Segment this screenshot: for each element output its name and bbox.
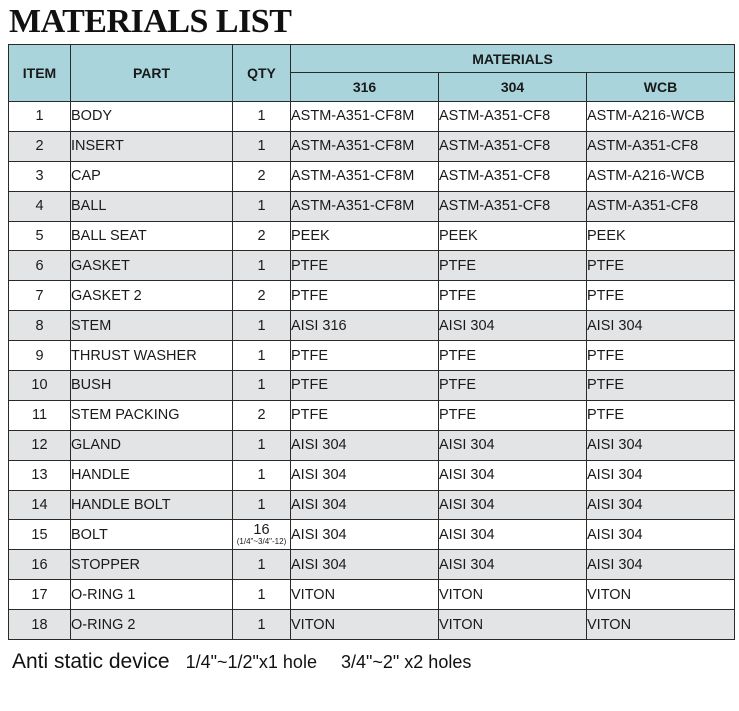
material-304-cell: AISI 304	[439, 490, 587, 520]
item-cell: 10	[9, 371, 71, 401]
material-316-cell: AISI 304	[291, 430, 439, 460]
material-316-cell: PTFE	[291, 281, 439, 311]
qty-cell: 1	[233, 580, 291, 610]
material-wcb-cell: VITON	[587, 580, 735, 610]
table-row	[9, 520, 735, 550]
table-row	[9, 221, 735, 251]
qty-cell	[233, 520, 291, 550]
table-row	[9, 102, 735, 132]
item-cell: 15	[9, 520, 71, 550]
qty-cell: 1	[233, 102, 291, 132]
qty-cell: 1	[233, 430, 291, 460]
item-cell: 9	[9, 341, 71, 371]
material-304-cell: AISI 304	[439, 520, 587, 550]
qty-cell: 1	[233, 191, 291, 221]
item-cell: 3	[9, 161, 71, 191]
material-304-cell: PTFE	[439, 341, 587, 371]
item-cell: 7	[9, 281, 71, 311]
material-316-cell: VITON	[291, 610, 439, 640]
part-cell: HANDLE BOLT	[71, 490, 233, 520]
header-grade-304: 304	[439, 73, 587, 102]
table-row	[9, 131, 735, 161]
qty-cell: 2	[233, 400, 291, 430]
qty-cell: 1	[233, 311, 291, 341]
part-cell: O-RING 1	[71, 580, 233, 610]
material-wcb-cell: PTFE	[587, 371, 735, 401]
part-cell: GLAND	[71, 430, 233, 460]
table-row	[9, 251, 735, 281]
material-304-cell: VITON	[439, 610, 587, 640]
item-cell: 13	[9, 460, 71, 490]
material-304-cell: AISI 304	[439, 311, 587, 341]
part-cell: BALL SEAT	[71, 221, 233, 251]
part-cell: STEM	[71, 311, 233, 341]
anti-static-label: Anti static device	[12, 650, 170, 673]
material-304-cell: PEEK	[439, 221, 587, 251]
materials-table-body	[9, 102, 735, 640]
item-cell: 1	[9, 102, 71, 132]
material-316-cell: VITON	[291, 580, 439, 610]
material-wcb-cell: PEEK	[587, 221, 735, 251]
material-316-cell: PEEK	[291, 221, 439, 251]
part-cell: INSERT	[71, 131, 233, 161]
material-316-cell: ASTM-A351-CF8M	[291, 131, 439, 161]
item-cell: 2	[9, 131, 71, 161]
table-row	[9, 281, 735, 311]
material-wcb-cell: ASTM-A351-CF8	[587, 191, 735, 221]
material-304-cell: AISI 304	[439, 430, 587, 460]
material-wcb-cell: VITON	[587, 610, 735, 640]
material-316-cell: PTFE	[291, 251, 439, 281]
part-cell: BALL	[71, 191, 233, 221]
material-316-cell: PTFE	[291, 371, 439, 401]
qty-cell: 1	[233, 550, 291, 580]
material-wcb-cell: AISI 304	[587, 520, 735, 550]
table-row	[9, 371, 735, 401]
item-cell: 11	[9, 400, 71, 430]
table-row	[9, 460, 735, 490]
material-304-cell: AISI 304	[439, 550, 587, 580]
material-wcb-cell: AISI 304	[587, 550, 735, 580]
part-cell: HANDLE	[71, 460, 233, 490]
part-cell: BOLT	[71, 520, 233, 550]
qty-cell: 1	[233, 251, 291, 281]
material-wcb-cell: AISI 304	[587, 490, 735, 520]
material-316-cell: AISI 304	[291, 520, 439, 550]
qty-cell: 2	[233, 161, 291, 191]
part-cell: STOPPER	[71, 550, 233, 580]
material-wcb-cell: AISI 304	[587, 430, 735, 460]
item-cell: 14	[9, 490, 71, 520]
material-wcb-cell: ASTM-A216-WCB	[587, 161, 735, 191]
material-304-cell: AISI 304	[439, 460, 587, 490]
table-row	[9, 430, 735, 460]
part-cell: BODY	[71, 102, 233, 132]
part-cell: CAP	[71, 161, 233, 191]
material-wcb-cell: PTFE	[587, 281, 735, 311]
material-wcb-cell: PTFE	[587, 341, 735, 371]
item-cell: 6	[9, 251, 71, 281]
material-wcb-cell: ASTM-A351-CF8	[587, 131, 735, 161]
qty-cell: 1	[233, 490, 291, 520]
header-item: ITEM	[9, 45, 71, 102]
header-grade-wcb: WCB	[587, 73, 735, 102]
header-materials: MATERIALS	[291, 45, 735, 73]
material-316-cell: AISI 304	[291, 550, 439, 580]
qty-cell: 2	[233, 281, 291, 311]
part-cell: THRUST WASHER	[71, 341, 233, 371]
material-wcb-cell: ASTM-A216-WCB	[587, 102, 735, 132]
material-304-cell: PTFE	[439, 371, 587, 401]
material-316-cell: ASTM-A351-CF8M	[291, 102, 439, 132]
material-304-cell: ASTM-A351-CF8	[439, 161, 587, 191]
material-316-cell: AISI 304	[291, 460, 439, 490]
qty-cell: 1	[233, 341, 291, 371]
anti-static-option-small: 1/4"~1/2"x1 hole	[185, 652, 317, 672]
table-row	[9, 400, 735, 430]
part-cell: O-RING 2	[71, 610, 233, 640]
page-title: MATERIALS LIST	[9, 3, 292, 40]
material-304-cell: PTFE	[439, 400, 587, 430]
item-cell: 16	[9, 550, 71, 580]
material-wcb-cell: AISI 304	[587, 311, 735, 341]
table-row	[9, 341, 735, 371]
table-row	[9, 161, 735, 191]
anti-static-option-large: 3/4"~2" x2 holes	[340, 652, 472, 672]
item-cell: 12	[9, 430, 71, 460]
header-qty: QTY	[233, 45, 291, 102]
qty-cell: 1	[233, 131, 291, 161]
header-part: PART	[71, 45, 233, 102]
materials-table	[8, 44, 735, 640]
anti-static-note	[12, 650, 471, 674]
material-316-cell: ASTM-A351-CF8M	[291, 161, 439, 191]
table-row	[9, 580, 735, 610]
table-row	[9, 311, 735, 341]
item-cell: 17	[9, 580, 71, 610]
part-cell: GASKET	[71, 251, 233, 281]
table-row	[9, 191, 735, 221]
qty-cell: 1	[233, 371, 291, 401]
material-304-cell: ASTM-A351-CF8	[439, 131, 587, 161]
material-316-cell: AISI 316	[291, 311, 439, 341]
material-wcb-cell: PTFE	[587, 400, 735, 430]
material-304-cell: PTFE	[439, 251, 587, 281]
qty-size-note: (1/4"~3/4"-12)	[236, 536, 287, 546]
item-cell: 8	[9, 311, 71, 341]
qty-cell: 1	[233, 610, 291, 640]
qty-cell: 2	[233, 221, 291, 251]
part-cell: GASKET 2	[71, 281, 233, 311]
table-row	[9, 550, 735, 580]
material-316-cell: PTFE	[291, 341, 439, 371]
material-304-cell: PTFE	[439, 281, 587, 311]
item-cell: 5	[9, 221, 71, 251]
material-316-cell: ASTM-A351-CF8M	[291, 191, 439, 221]
material-304-cell: VITON	[439, 580, 587, 610]
material-316-cell: AISI 304	[291, 490, 439, 520]
table-row	[9, 610, 735, 640]
qty-value: 16	[253, 521, 270, 538]
material-304-cell: ASTM-A351-CF8	[439, 191, 587, 221]
part-cell: STEM PACKING	[71, 400, 233, 430]
material-wcb-cell: PTFE	[587, 251, 735, 281]
table-row	[9, 490, 735, 520]
item-cell: 18	[9, 610, 71, 640]
material-wcb-cell: AISI 304	[587, 460, 735, 490]
header-grade-316: 316	[291, 73, 439, 102]
material-304-cell: ASTM-A351-CF8	[439, 102, 587, 132]
qty-cell: 1	[233, 460, 291, 490]
part-cell: BUSH	[71, 371, 233, 401]
item-cell: 4	[9, 191, 71, 221]
material-316-cell: PTFE	[291, 400, 439, 430]
